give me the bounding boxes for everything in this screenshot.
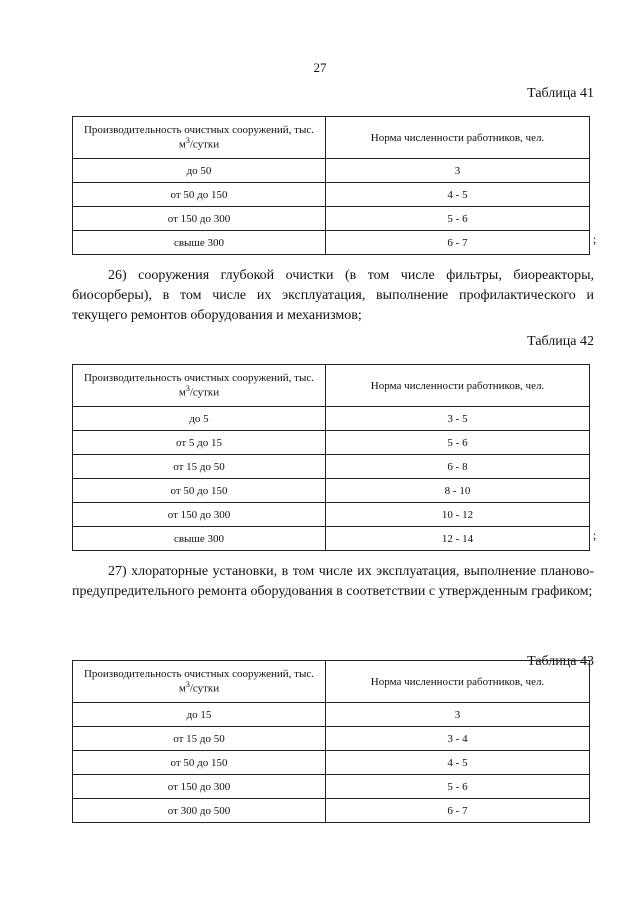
capacity-cell: до 5 [73, 407, 326, 431]
capacity-cell: от 50 до 150 [73, 751, 326, 775]
capacity-cell: от 150 до 300 [73, 207, 326, 231]
capacity-cell: свыше 300 [73, 231, 326, 255]
table-row [73, 455, 590, 479]
table-row [73, 775, 590, 799]
table-row [73, 207, 590, 231]
norm-cell: 4 - 5 [326, 183, 590, 207]
table-row [73, 407, 590, 431]
table-row [73, 703, 590, 727]
paragraph-26 [72, 266, 594, 326]
norm-cell: 6 - 8 [326, 455, 590, 479]
table-41-trailing-semicolon: ; [593, 232, 597, 246]
paragraph-26-text: 26) сооружения глубокой очистки (в том числе фильтры, биореакторы, биосорберы), в том числе их эксплуатация, выполнение профилактического и текущего ремонтов оборудования и механизмов; [72, 268, 594, 323]
header-capacity: Производительность очистных сооружений, тыс. $м^3$/сутки [73, 365, 326, 407]
norm-cell: 10 - 12 [326, 503, 590, 527]
norm-cell: 5 - 6 [326, 207, 590, 231]
header-norm: Норма численности работников, чел. [326, 117, 590, 159]
table-42-caption: Таблица 42 [527, 334, 594, 349]
table-row [73, 231, 590, 255]
norm-cell: 3 [326, 703, 590, 727]
capacity-cell: от 5 до 15 [73, 431, 326, 455]
table-row [73, 727, 590, 751]
table-42-trailing-semicolon: ; [593, 528, 597, 542]
norm-cell: 3 - 4 [326, 727, 590, 751]
norm-cell: 6 - 7 [326, 799, 590, 823]
capacity-cell: от 150 до 300 [73, 503, 326, 527]
norm-cell: 5 - 6 [326, 431, 590, 455]
capacity-cell: до 15 [73, 703, 326, 727]
table-43-caption: Таблица 43 [527, 654, 594, 669]
table-row [73, 431, 590, 455]
norm-cell: 8 - 10 [326, 479, 590, 503]
capacity-cell: свыше 300 [73, 527, 326, 551]
table-row [73, 479, 590, 503]
table-row [73, 751, 590, 775]
paragraph-27-text: 27) хлораторные установки, в том числе их эксплуатация, выполнение планово-предупредительного ремонта оборудования в соответствии с утвержденным графиком; [72, 564, 594, 599]
capacity-cell: от 15 до 50 [73, 727, 326, 751]
capacity-cell: от 150 до 300 [73, 775, 326, 799]
norm-cell: 3 - 5 [326, 407, 590, 431]
table-row [73, 799, 590, 823]
capacity-cell: до 50 [73, 159, 326, 183]
table-row [73, 159, 590, 183]
norm-cell: 4 - 5 [326, 751, 590, 775]
norm-cell: 3 [326, 159, 590, 183]
table-43 [72, 660, 590, 823]
table-row [73, 527, 590, 551]
table-row [73, 183, 590, 207]
table-row [73, 503, 590, 527]
norm-cell: 6 - 7 [326, 231, 590, 255]
norm-cell: 5 - 6 [326, 775, 590, 799]
capacity-cell: от 50 до 150 [73, 183, 326, 207]
capacity-cell: от 15 до 50 [73, 455, 326, 479]
paragraph-27 [72, 562, 594, 602]
table-42 [72, 364, 590, 551]
capacity-cell: от 50 до 150 [73, 479, 326, 503]
capacity-cell: от 300 до 500 [73, 799, 326, 823]
header-norm: Норма численности работников, чел. [326, 365, 590, 407]
page-number: 27 [313, 60, 327, 75]
table-41 [72, 116, 590, 255]
table-41-caption: Таблица 41 [527, 86, 594, 101]
header-norm: Норма численности работников, чел. [326, 661, 590, 703]
table-header-row [73, 365, 590, 407]
header-capacity: Производительность очистных сооружений, тыс. $м^3$/сутки [73, 661, 326, 703]
header-capacity: Производительность очистных сооружений, тыс. $м^3$/сутки [73, 117, 326, 159]
norm-cell: 12 - 14 [326, 527, 590, 551]
table-header-row [73, 661, 590, 703]
table-header-row [73, 117, 590, 159]
